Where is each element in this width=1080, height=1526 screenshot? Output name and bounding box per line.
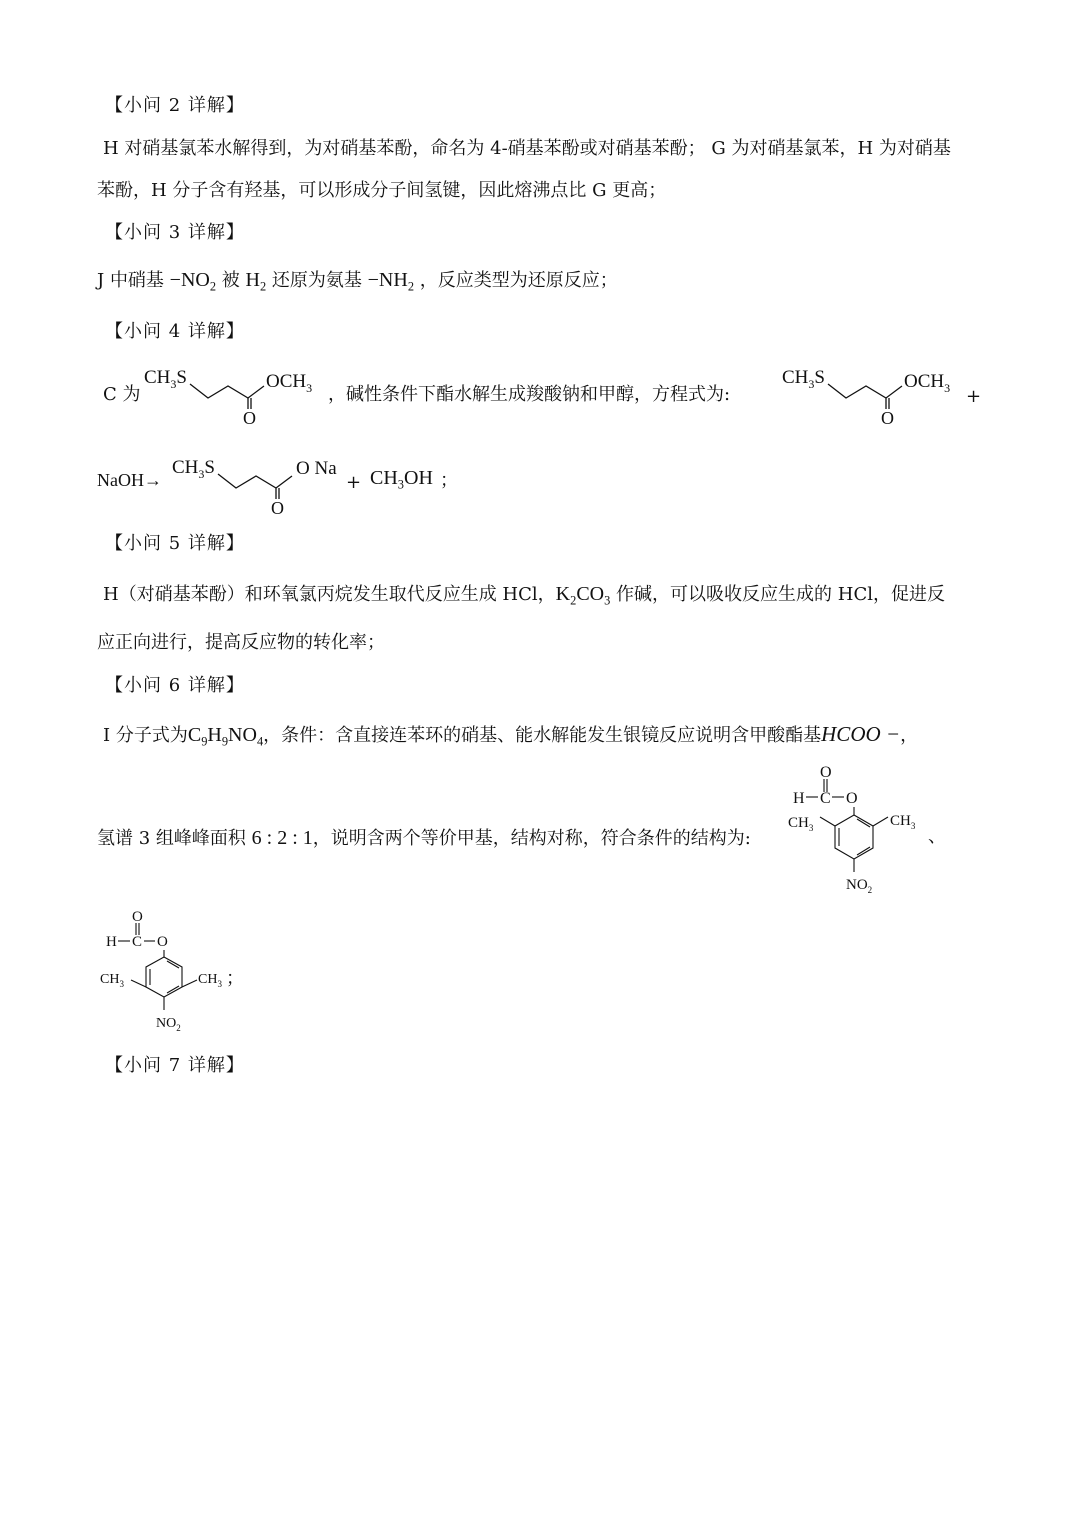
svg-text:CH3: $CH_3$ bbox=[198, 972, 222, 989]
heading-q4: 【小问 4 详解】 bbox=[105, 321, 245, 342]
svg-text:H: H bbox=[106, 934, 117, 950]
svg-text:H: H bbox=[793, 790, 805, 807]
q5-text-1: H（对硝基苯酚）和环氧氯丙烷发生取代反应生成 HCl， bbox=[103, 584, 556, 605]
q2-line2: 苯酚，H 分子含有羟基，可以形成分子间氢键，因此熔沸点比 G 更高； bbox=[97, 180, 667, 201]
aryl-formate-structure-1 bbox=[786, 757, 936, 907]
svg-text:C: C bbox=[820, 790, 831, 807]
q6-ratio: 6 : 2 : 1 bbox=[251, 827, 313, 849]
q4-naoh: NaOH→ bbox=[97, 470, 162, 490]
q6-text-1: I 分子式为 bbox=[103, 725, 188, 746]
q6-separator: 、 bbox=[928, 826, 946, 847]
q3-text-2: 被 bbox=[221, 270, 240, 291]
q6-text-3: 氢谱 3 组峰峰面积 bbox=[97, 828, 246, 849]
svg-text:CH3S: $CH_3S$ bbox=[782, 367, 825, 391]
q3-nh2: $-NH_2$ bbox=[367, 269, 415, 294]
svg-text:C: C bbox=[132, 934, 143, 950]
methyl-ester-structure-1 bbox=[140, 360, 340, 430]
svg-text:O: O bbox=[132, 909, 143, 925]
q5-line2: 应正向进行，提高反应物的转化率； bbox=[97, 632, 385, 653]
q6-text-4: ，说明含两个等价甲基，结构对称，符合条件的结构为: bbox=[312, 828, 751, 849]
svg-text:O Na: O Na bbox=[296, 458, 337, 479]
q6-line2 bbox=[97, 826, 751, 850]
q4-ch3oh: $CH_3OH$ bbox=[370, 467, 433, 492]
svg-text:O: O bbox=[881, 408, 894, 428]
q4-end: ； bbox=[440, 470, 458, 491]
svg-text:O: O bbox=[271, 498, 284, 518]
q4-c-is: C 为 bbox=[103, 384, 141, 405]
q3-line bbox=[97, 268, 618, 292]
q3-no2: $-NO_2$ bbox=[169, 269, 217, 294]
q5-k2co3: $K_2CO_3$ bbox=[555, 583, 611, 608]
q3-text-3: 还原为氨基 bbox=[271, 270, 362, 291]
svg-text:CH3: $CH_3$ bbox=[100, 972, 124, 989]
q6-end: ； bbox=[226, 968, 244, 989]
svg-text:O: O bbox=[846, 790, 858, 807]
q3-h2: $H_2$ bbox=[245, 269, 267, 294]
heading-q6: 【小问 6 详解】 bbox=[105, 675, 245, 696]
svg-text:CH3S: $CH_3S$ bbox=[172, 457, 215, 481]
q6-text-2: ，条件：含直接连苯环的硝基、能水解能发生银镜反应说明含甲酸酯基 bbox=[263, 725, 822, 746]
q4-plus-2: + bbox=[346, 472, 362, 493]
heading-q2: 【小问 2 详解】 bbox=[105, 95, 245, 116]
heading-q7: 【小问 7 详解】 bbox=[105, 1055, 245, 1076]
q6-comma: ， bbox=[900, 725, 919, 746]
svg-text:CH3: $CH_3$ bbox=[788, 815, 814, 833]
q4-desc: ，碱性条件下酯水解生成羧酸钠和甲醇，方程式为: bbox=[328, 384, 731, 405]
q6-line1 bbox=[103, 722, 918, 747]
methyl-ester-structure-2 bbox=[778, 360, 978, 430]
svg-text:NO2: $NO_2$ bbox=[156, 1016, 181, 1033]
heading-q3: 【小问 3 详解】 bbox=[105, 222, 245, 243]
svg-text:O: O bbox=[157, 934, 168, 950]
svg-text:CH3S: $CH_3S$ bbox=[144, 367, 187, 391]
q3-text-1: J 中硝基 bbox=[97, 270, 164, 291]
svg-text:OCH3: $OCH_3$ bbox=[266, 371, 313, 395]
svg-text:CH3: $CH_3$ bbox=[890, 813, 916, 831]
q3-text-4: ，反应类型为还原反应； bbox=[419, 270, 618, 291]
q5-text-2: 作碱，可以吸收反应生成的 HCl，促进反 bbox=[616, 584, 945, 605]
aryl-formate-structure-2 bbox=[100, 903, 240, 1043]
q4-plus-1: + bbox=[966, 386, 982, 407]
svg-text:OCH3: $OCH_3$ bbox=[904, 371, 951, 395]
svg-text:O: O bbox=[820, 764, 832, 781]
q6-formula: $C_9H_9NO_4$ bbox=[187, 724, 264, 749]
q6-hcoo: HCOO − bbox=[821, 722, 901, 746]
svg-text:O: O bbox=[243, 408, 256, 428]
svg-text:NO2: $NO_2$ bbox=[846, 877, 873, 895]
heading-q5: 【小问 5 详解】 bbox=[105, 533, 245, 554]
sodium-carboxylate-structure bbox=[168, 450, 358, 520]
q2-line1: H 对硝基氯苯水解得到，为对硝基苯酚，命名为 4-硝基苯酚或对硝基苯酚； G 为对硝基氯苯，H 为对硝基 bbox=[103, 138, 951, 159]
q5-line1 bbox=[103, 582, 945, 606]
